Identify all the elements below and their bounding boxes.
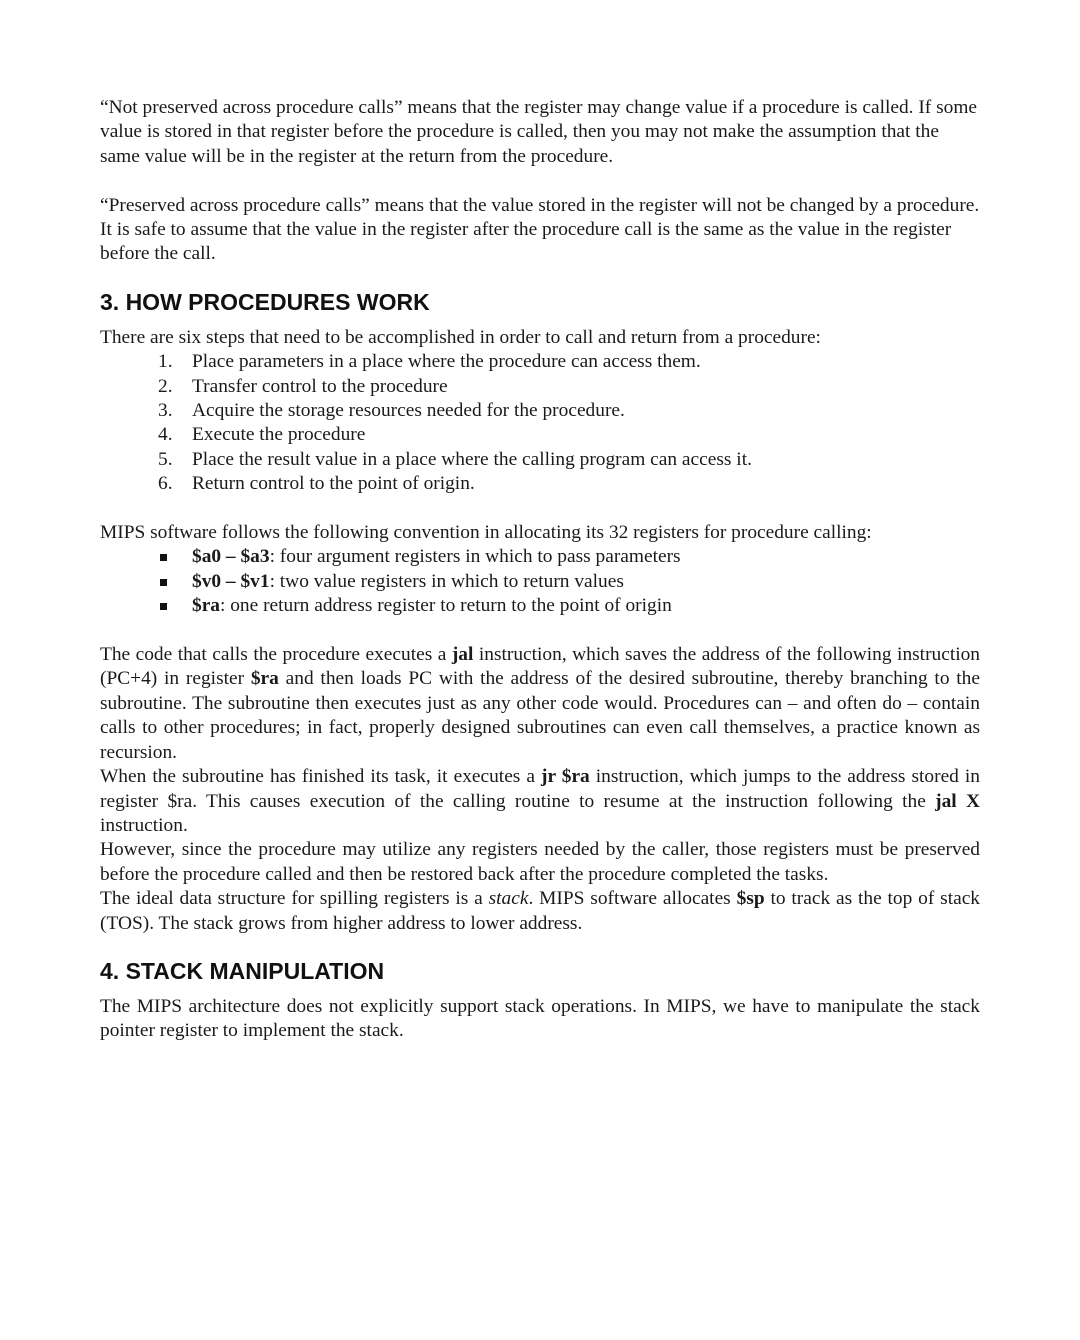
steps-intro: There are six steps that need to be accomplished in order to call and return from a procedure:	[100, 326, 821, 348]
list-number: 1.	[158, 351, 173, 373]
list-number: 2.	[158, 375, 173, 397]
bold-term: $ra	[250, 668, 279, 690]
text-run: The code that calls the procedure executes a	[100, 644, 452, 666]
bold-term: jr $ra	[541, 766, 590, 788]
bold-term: jal X	[935, 790, 980, 812]
paragraph-jal	[100, 643, 980, 765]
text-run: instruction.	[100, 814, 188, 836]
register-desc: : one return address register to return to the point of origin	[220, 595, 672, 617]
steps-list	[100, 350, 980, 496]
list-item	[100, 423, 980, 447]
register-name: $a0 – $a3	[192, 546, 270, 568]
list-item-text: Place the result value in a place where the calling program can access it.	[192, 448, 752, 470]
list-item	[100, 472, 980, 496]
convention-intro: MIPS software follows the following convention in allocating its 32 registers for procedure calling:	[100, 522, 872, 544]
list-item	[100, 350, 980, 374]
list-number: 6.	[158, 473, 173, 495]
text-run: and then loads PC with the address of the desired subroutine, thereby branching to the subroutine. The subroutine then executes just as any other code would. Procedures can – and often do – contain calls to other procedures; in fact, properly designed subroutines can even call themselves, a practice known as recursion.	[100, 668, 980, 763]
square-bullet-icon	[160, 554, 167, 561]
text-run: to track as the top of stack (TOS). The stack grows from higher address to lower address.	[100, 888, 980, 934]
text-run: instruction, which saves the address of the following instruction (PC+4) in register	[100, 644, 980, 690]
bold-term: $sp	[736, 888, 765, 910]
list-item	[100, 375, 980, 399]
list-item	[100, 570, 980, 594]
square-bullet-icon	[160, 579, 167, 586]
paragraph-jr	[100, 765, 980, 838]
paragraph-stack	[100, 887, 980, 936]
register-list	[100, 545, 980, 618]
list-item	[100, 594, 980, 618]
bold-term: jal	[451, 644, 474, 666]
italic-term: stack	[488, 888, 529, 910]
list-number: 4.	[158, 424, 173, 446]
register-desc: : four argument registers in which to pass parameters	[269, 546, 681, 568]
paragraph-however: However, since the procedure may utilize any registers needed by the caller, those registers must be preserved before the procedure called and then be restored back after the procedure completed the tasks.	[100, 839, 980, 885]
square-bullet-icon	[160, 603, 167, 610]
list-number: 5.	[158, 448, 173, 470]
section-heading-how-procedures-work: 3. HOW PROCEDURES WORK	[100, 288, 430, 315]
list-item-text: Place parameters in a place where the procedure can access them.	[192, 351, 701, 373]
list-item	[100, 448, 980, 472]
list-item-text: Execute the procedure	[192, 424, 366, 446]
list-number: 3.	[158, 400, 173, 422]
text-run: The ideal data structure for spilling registers is a	[100, 888, 489, 910]
list-item	[100, 399, 980, 423]
text-run: instruction, which jumps to the address stored in register $ra. This causes execution of the calling routine to resume at the instruction following the	[100, 766, 980, 812]
document-page	[100, 96, 980, 1044]
text-run: When the subroutine has finished its task, it executes a	[100, 766, 542, 788]
list-item	[100, 545, 980, 569]
list-item-text: Transfer control to the procedure	[192, 375, 448, 397]
paragraph-not-preserved: “Not preserved across procedure calls” means that the register may change value if a procedure is called. If some value is stored in that register before the procedure is called, then you may not make the assumption that the same value will be in the register at the return from the procedure.	[100, 97, 978, 167]
register-name: $ra	[192, 595, 220, 617]
section-heading-stack-manipulation: 4. STACK MANIPULATION	[100, 957, 385, 984]
paragraph-stack-manipulation: The MIPS architecture does not explicitly support stack operations. In MIPS, we have to manipulate the stack pointer register to implement the stack.	[100, 995, 980, 1042]
register-name: $v0 – $v1	[192, 570, 270, 592]
paragraph-preserved: “Preserved across procedure calls” means that the value stored in the register will not be changed by a procedure. It is safe to assume that the value in the register after the procedure call is the same as the value in the register before the call.	[100, 194, 980, 265]
list-item-text: Acquire the storage resources needed for the procedure.	[192, 400, 625, 422]
list-item-text: Return control to the point of origin.	[192, 473, 475, 495]
text-run: . MIPS software allocates	[528, 888, 737, 910]
register-desc: : two value registers in which to return values	[269, 570, 624, 592]
